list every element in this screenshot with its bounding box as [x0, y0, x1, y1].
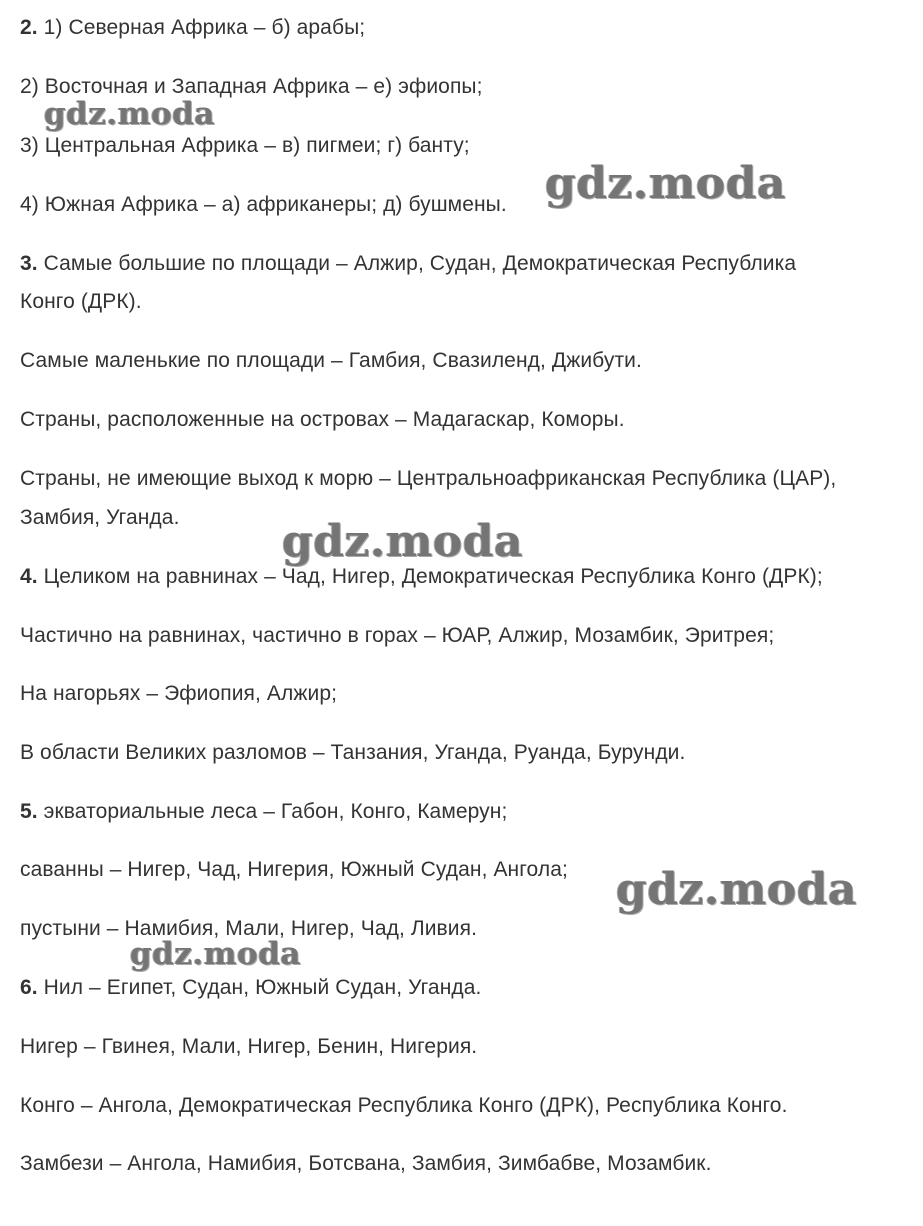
watermark-logo: gdz.moda — [130, 936, 301, 972]
watermark-logo: gdz.moda — [44, 96, 215, 132]
task-number: 6. — [20, 976, 38, 999]
watermark-logo: gdz.moda — [282, 516, 524, 567]
answer-6-line-4 — [20, 1150, 712, 1178]
line-text: Страны, расположенные на островах – Мадагаскар, Коморы. — [20, 408, 625, 431]
answer-3-line-1 — [20, 250, 796, 278]
answer-3-line-2 — [20, 288, 142, 316]
answer-4-line-1 — [20, 563, 823, 591]
line-text: В области Великих разломов – Танзания, Уганда, Руанда, Бурунди. — [20, 741, 686, 764]
line-text: Замбези – Ангола, Намибия, Ботсвана, Замбия, Зимбабве, Мозамбик. — [20, 1152, 712, 1175]
answer-5-line-2 — [20, 856, 568, 884]
line-text: Целиком на равнинах – Чад, Нигер, Демократическая Республика Конго (ДРК); — [37, 565, 823, 588]
line-text: Конго (ДРК). — [20, 290, 142, 313]
answer-3-line-6 — [20, 504, 180, 532]
line-text: Самые маленькие по площади – Гамбия, Свазиленд, Джибути. — [20, 349, 642, 372]
task-number: 2. — [20, 16, 38, 39]
answer-3-line-3 — [20, 347, 642, 375]
answer-4-line-3 — [20, 680, 337, 708]
task-number: 4. — [20, 565, 38, 588]
line-text: 3) Центральная Африка – в) пигмеи; г) банту; — [20, 134, 470, 157]
line-text: Нил – Египет, Судан, Южный Судан, Уганда. — [37, 976, 482, 999]
answer-4-line-2 — [20, 622, 774, 650]
answer-3-line-4 — [20, 406, 625, 434]
line-text: На нагорьях – Эфиопия, Алжир; — [20, 682, 338, 705]
watermark-logo: gdz.moda — [616, 864, 858, 915]
line-text: Конго – Ангола, Демократическая Республика Конго (ДРК), Республика Конго. — [20, 1094, 788, 1117]
answer-5-line-1 — [20, 798, 507, 826]
line-text: саванны – Нигер, Чад, Нигерия, Южный Судан, Ангола; — [20, 858, 568, 881]
answer-2-line-1 — [20, 14, 365, 42]
answer-3-line-5 — [20, 465, 836, 493]
answer-2-line-4 — [20, 191, 507, 219]
answer-6-line-3 — [20, 1092, 788, 1120]
line-text: Замбия, Уганда. — [20, 506, 180, 529]
line-text: 1) Северная Африка – б) арабы; — [37, 16, 366, 39]
answer-2-line-3 — [20, 132, 470, 160]
answer-4-line-4 — [20, 739, 685, 767]
line-text: Страны, не имеющие выход к морю – Центральноафриканская Республика (ЦАР), — [20, 467, 837, 490]
line-text: пустыни – Намибия, Мали, Нигер, Чад, Ливия. — [20, 917, 478, 940]
line-text: Нигер – Гвинея, Мали, Нигер, Бенин, Нигерия. — [20, 1035, 478, 1058]
line-text: экваториальные леса – Габон, Конго, Камерун; — [37, 800, 508, 823]
line-text: Частично на равнинах, частично в горах – ЮАР, Алжир, Мозамбик, Эритрея; — [20, 624, 775, 647]
answer-6-line-2 — [20, 1033, 477, 1061]
line-text: 2) Восточная и Западная Африка – е) эфиопы; — [20, 75, 483, 98]
task-number: 5. — [20, 800, 38, 823]
watermark-logo: gdz.moda — [545, 158, 787, 209]
line-text: Самые большие по площади – Алжир, Судан, Демократическая Республика — [37, 252, 797, 275]
line-text: 4) Южная Африка – а) африканеры; д) бушмены. — [20, 193, 507, 216]
answer-6-line-1 — [20, 974, 481, 1002]
task-number: 3. — [20, 252, 38, 275]
